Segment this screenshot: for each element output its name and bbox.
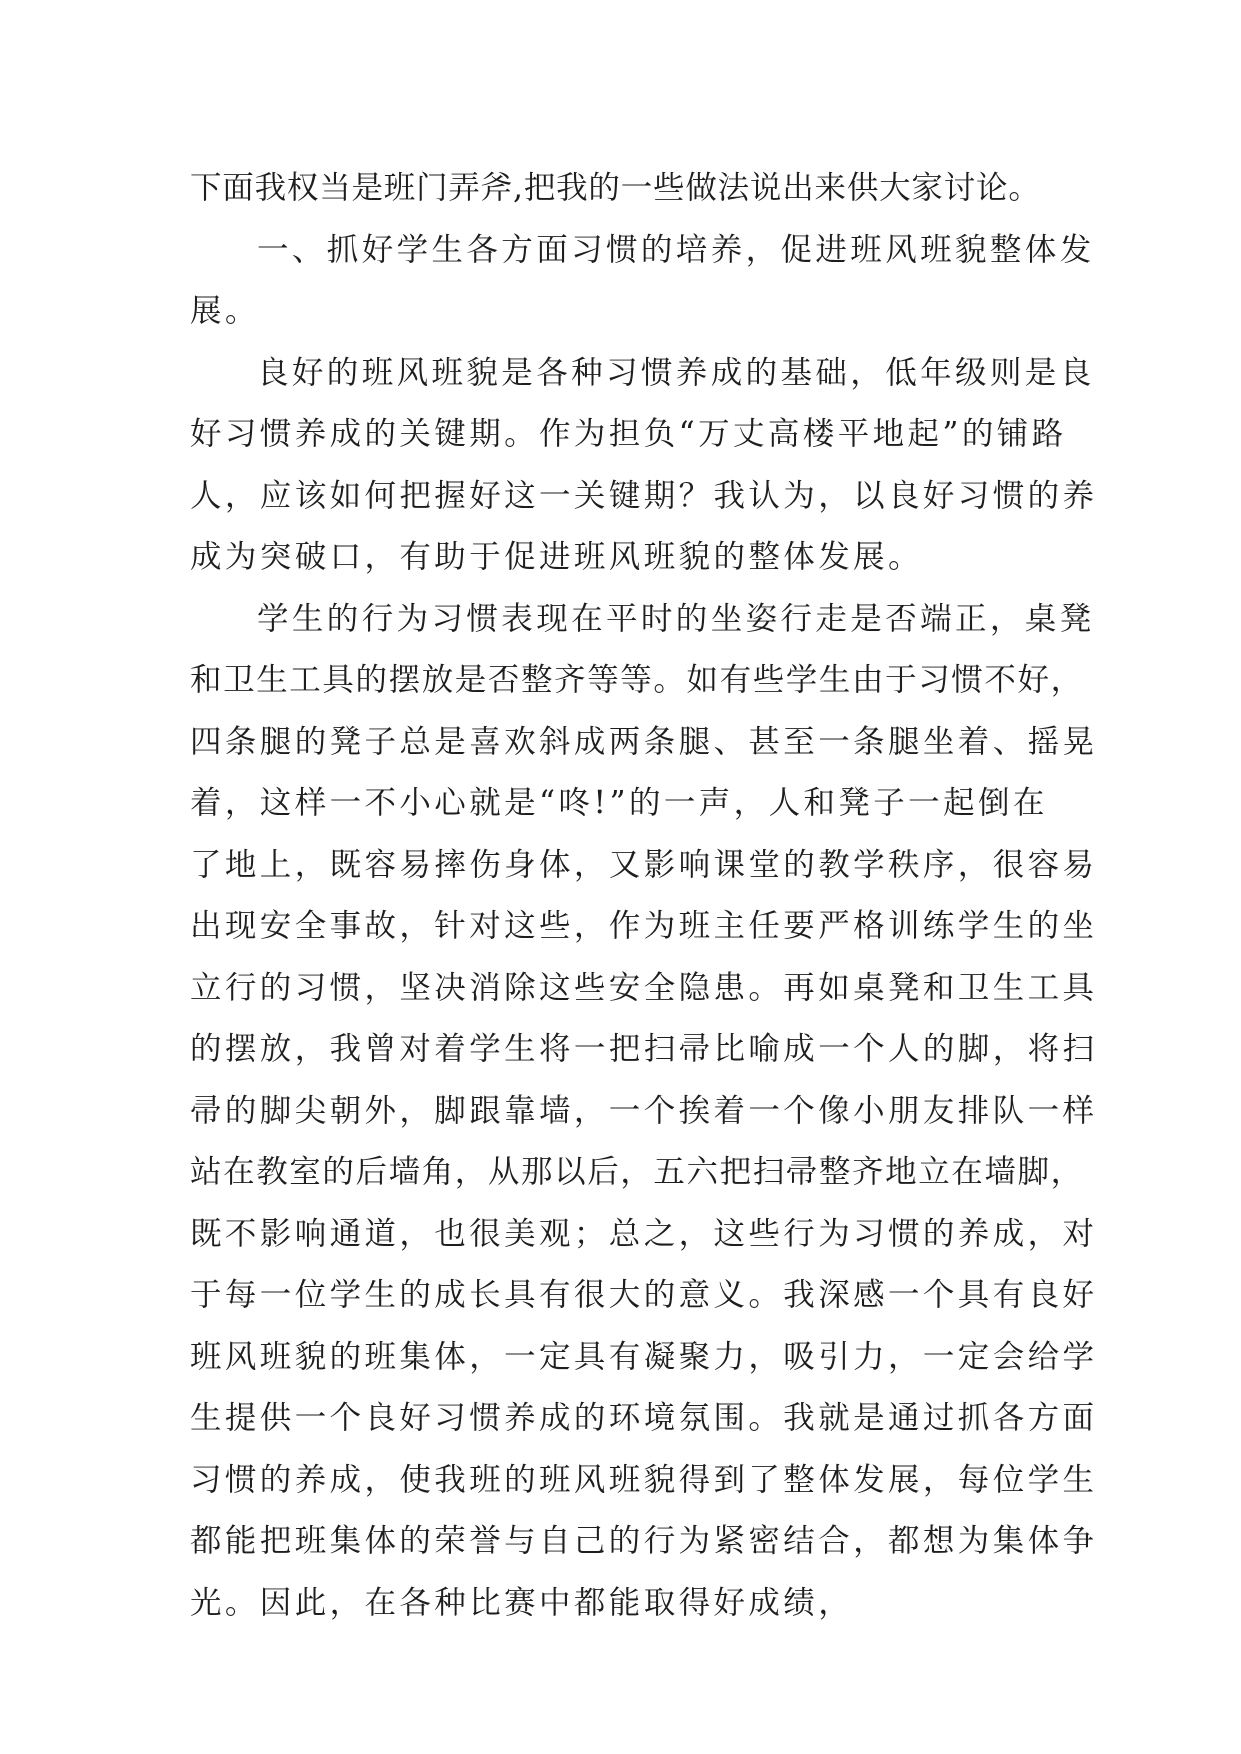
text-line: 班风班貌的班集体，一定具有凝聚力，吸引力，一定会给学 (190, 1338, 1098, 1375)
text-line: 生提供一个良好习惯养成的环境氛围。我就是通过抓各方面 (190, 1400, 1098, 1436)
paragraph-first-line: 良好的班风班貌是各种习惯养成的基础，低年级则是良 (257, 354, 1095, 391)
text-line: 人，应该如何把握好这一关键期？我认为，以良好习惯的养 (190, 477, 1098, 514)
text-line: 四条腿的凳子总是喜欢斜成两条腿、甚至一条腿坐着、摇晃 (190, 723, 1098, 760)
document-body (190, 158, 1098, 1634)
text-line: 既不影响通道，也很美观；总之，这些行为习惯的养成，对 (190, 1215, 1098, 1252)
text-line: 站在教室的后墙角，从那以后，五六把扫帚整齐地立在墙脚， (190, 1154, 1084, 1190)
text-line: 和卫生工具的摆放是否整齐等等。如有些学生由于习惯不好， (190, 662, 1084, 698)
text-line: 成为突破口，有助于促进班风班貌的整体发展。 (190, 539, 923, 575)
section-heading-line: 一、抓好学生各方面习惯的培养，促进班风班貌整体发 (257, 231, 1095, 268)
text-line: 帚的脚尖朝外，脚跟靠墙，一个挨着一个像小朋友排队一样 (190, 1092, 1098, 1129)
text-line: 的摆放，我曾对着学生将一把扫帚比喻成一个人的脚，将扫 (190, 1031, 1098, 1067)
text-line: 好习惯养成的关键期。作为担负“万丈高楼平地起”的铺路 (190, 416, 1067, 452)
text-line: 习惯的养成，使我班的班风班貌得到了整体发展，每位学生 (190, 1461, 1098, 1498)
text-line: 于每一位学生的成长具有很大的意义。我深感一个具有良好 (190, 1277, 1098, 1313)
paragraph-first-line: 学生的行为习惯表现在平时的坐姿行走是否端正，桌凳 (257, 600, 1095, 637)
text-line: 立行的习惯，坚决消除这些安全隐患。再如桌凳和卫生工具 (190, 969, 1098, 1006)
text-line: 都能把班集体的荣誉与自己的行为紧密结合，都想为集体争 (190, 1523, 1098, 1559)
section-heading-line: 展。 (190, 293, 260, 329)
text-line: 了地上，既容易摔伤身体，又影响课堂的教学秩序，很容易 (190, 846, 1098, 883)
text-line: 光。因此，在各种比赛中都能取得好成绩， (190, 1584, 854, 1621)
text-line: 出现安全事故，针对这些，作为班主任要严格训练学生的坐 (190, 908, 1098, 944)
text-line: 下面我权当是班门弄斧,把我的一些做法说出来供大家讨论。 (190, 170, 1041, 206)
text-line: 着，这样一不小心就是“咚!”的一声，人和凳子一起倒在 (190, 785, 1048, 821)
